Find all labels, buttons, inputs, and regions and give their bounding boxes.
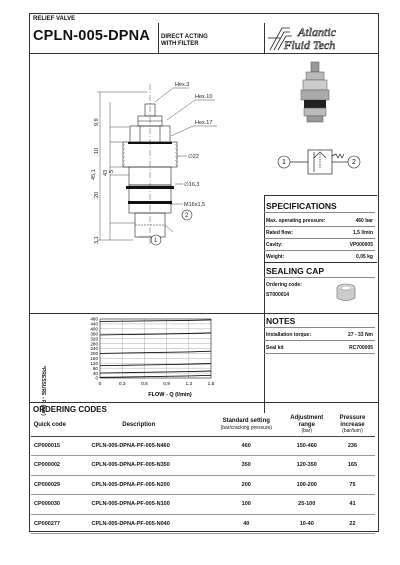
row-increase: 22 — [330, 514, 375, 534]
chart-y-tick: 40 — [92, 370, 98, 376]
table-row — [31, 514, 375, 534]
port-1-number: 1 — [154, 238, 158, 244]
dim-5: 5 — [109, 169, 115, 173]
chart-y-tick: 160 — [90, 356, 98, 362]
row-range: 10-40 — [284, 514, 330, 534]
right-panel-divider — [264, 195, 265, 413]
category-label: RELIEF VALVE — [33, 16, 76, 22]
type-line-2: WITH FILTER — [161, 41, 199, 47]
ordering-title: ORDERING CODES — [33, 405, 107, 414]
row-description: CPLN-005-DPNA-PF-005-N460 — [69, 436, 209, 456]
chart-top-line — [29, 313, 378, 314]
row-description: CPLN-005-DPNA-PF-005-N100 — [69, 495, 209, 515]
pressure-flow-chart — [68, 316, 258, 400]
product-photo — [290, 60, 340, 124]
sealing-top-line — [264, 262, 377, 263]
ordering-header-row — [31, 414, 375, 436]
chart-y-tick: 400 — [90, 326, 98, 332]
notes-title: NOTES — [266, 316, 296, 326]
chart-y-tick: 200 — [90, 351, 98, 357]
symbol-port-1-label: 1 — [282, 159, 286, 166]
chart-y-tick: 240 — [90, 346, 98, 352]
chart-y-tick: 280 — [90, 341, 98, 347]
row-increase: 75 — [330, 475, 375, 495]
row-description: CPLN-005-DPNA-PF-005-N350 — [69, 456, 209, 476]
spec-value: VP000005 — [349, 242, 373, 248]
spec-title: SPECIFICATIONS — [266, 201, 337, 211]
chart-y-tick: 360 — [90, 331, 98, 337]
sealing-ordering-label: Ordering code: — [266, 282, 302, 288]
row-range: 100-200 — [284, 475, 330, 495]
row-setting: 200 — [209, 475, 284, 495]
dim-10: 10 — [94, 147, 100, 154]
sealing-code: ST000014 — [266, 292, 290, 298]
model-title: CPLN-005-DPNA — [33, 28, 151, 44]
dim-9-9: 9,9 — [94, 118, 100, 126]
brand-line-2: Fluid Tech — [284, 38, 336, 52]
chart-x-tick: 0,3 — [118, 382, 126, 387]
dim-45-1: 45,1 — [91, 169, 97, 180]
dim-3-1: 3,1 — [94, 236, 100, 244]
chart-x-tick: 1,5 — [207, 382, 215, 387]
row-range: 120-350 — [284, 456, 330, 476]
row-code: CP000015 — [31, 436, 69, 456]
chart-x-tick: 1,2 — [185, 382, 193, 387]
chart-y-tick: 80 — [92, 365, 98, 371]
spec-top-line — [264, 195, 377, 196]
notes-value: RC700005 — [349, 345, 373, 351]
hex10-label: Hex.10 — [195, 94, 213, 100]
header-divider — [158, 23, 159, 53]
row-increase: 236 — [330, 436, 375, 456]
col-setting: Standard setting (bar/cracking pressure) — [209, 414, 284, 436]
spec-value: 1,5 l/min — [352, 230, 373, 236]
brand-logo — [266, 24, 376, 52]
sealing-title: SEALING CAP — [266, 266, 325, 276]
hex3-label: Hex.3 — [175, 82, 190, 88]
spec-label: Cavity: — [266, 242, 283, 248]
chart-x-tick: 0,6 — [141, 382, 148, 387]
hex17-label: Hex.17 — [195, 120, 213, 126]
table-row — [31, 495, 375, 515]
brand-line-1: Atlantic — [298, 25, 336, 39]
sealing-cap-image — [334, 282, 358, 304]
spec-label: Rated flow: — [266, 230, 293, 236]
notes-label: Installation torque: — [266, 332, 311, 338]
notes-value: 27 - 33 Nm — [347, 332, 373, 338]
dia22-label: ∅22 — [188, 154, 199, 160]
col-range: Adjustment range (bar) — [284, 414, 330, 436]
chart-series-line — [100, 375, 211, 377]
row-range: 150-460 — [284, 436, 330, 456]
dim-20: 20 — [94, 191, 100, 198]
row-increase: 41 — [330, 495, 375, 515]
seal-lower — [128, 201, 172, 204]
thread-label: M16x1,5 — [184, 202, 206, 208]
row-code: CP000029 — [31, 475, 69, 495]
chart-y-label: *PRESSURE - P (bar) — [40, 366, 46, 416]
brand-divider — [264, 23, 265, 53]
row-code: CP000030 — [31, 495, 69, 515]
row-description: CPLN-005-DPNA-PF-005-N040 — [69, 514, 209, 534]
row-code: CP000277 — [31, 514, 69, 534]
symbol-port-2-label: 2 — [352, 159, 356, 166]
row-setting: 460 — [209, 436, 284, 456]
row-setting: 100 — [209, 495, 284, 515]
chart-x-tick: 0,9 — [163, 382, 170, 387]
dia16-label: ∅16,3 — [184, 182, 200, 188]
chart-x-label: FLOW - Q (l/min) — [148, 392, 192, 398]
row-description: CPLN-005-DPNA-PF-005-N200 — [69, 475, 209, 495]
ordering-top-line — [29, 402, 378, 403]
chart-x-tick: 0 — [98, 382, 102, 387]
row-setting: 40 — [209, 514, 284, 534]
header-bottom-line — [29, 53, 378, 54]
col-increase: Pressure increase (bar/turn) — [330, 414, 375, 436]
chart-y-tick: 320 — [90, 336, 98, 342]
chart-y-tick: 120 — [90, 360, 98, 366]
spec-label: Max. operating pressure: — [266, 218, 326, 224]
spec-label: Weight: — [266, 254, 285, 260]
table-row — [31, 475, 375, 495]
chart-y-tick: 440 — [90, 321, 98, 327]
row-increase: 165 — [330, 456, 375, 476]
ordering-table — [31, 414, 375, 534]
table-row — [31, 436, 375, 456]
hydraulic-symbol — [272, 138, 372, 188]
row-range: 25-100 — [284, 495, 330, 515]
spec-value: 460 bar — [355, 218, 373, 224]
chart-y-tick: 480 — [90, 316, 98, 322]
row-setting: 350 — [209, 456, 284, 476]
chart-series-line — [100, 351, 211, 353]
chart-series-line — [100, 320, 211, 321]
seal-top — [128, 142, 172, 144]
valve-drawing — [55, 80, 245, 248]
notes-label: Seal kit — [266, 345, 284, 351]
chart-y-tick: 0 — [95, 375, 98, 381]
port-2-number: 2 — [185, 213, 189, 219]
table-row — [31, 456, 375, 476]
row-code: CP000002 — [31, 456, 69, 476]
dim-43: 43 — [103, 169, 109, 176]
spec-value: 0,05 kg — [356, 254, 373, 260]
type-line-1: DIRECT ACTING — [161, 34, 208, 40]
seal-upper — [126, 186, 174, 189]
chart-series-line — [100, 364, 211, 366]
chart-series-line — [100, 371, 211, 373]
col-code: Quick code — [31, 414, 69, 436]
col-description: Description — [69, 414, 209, 436]
